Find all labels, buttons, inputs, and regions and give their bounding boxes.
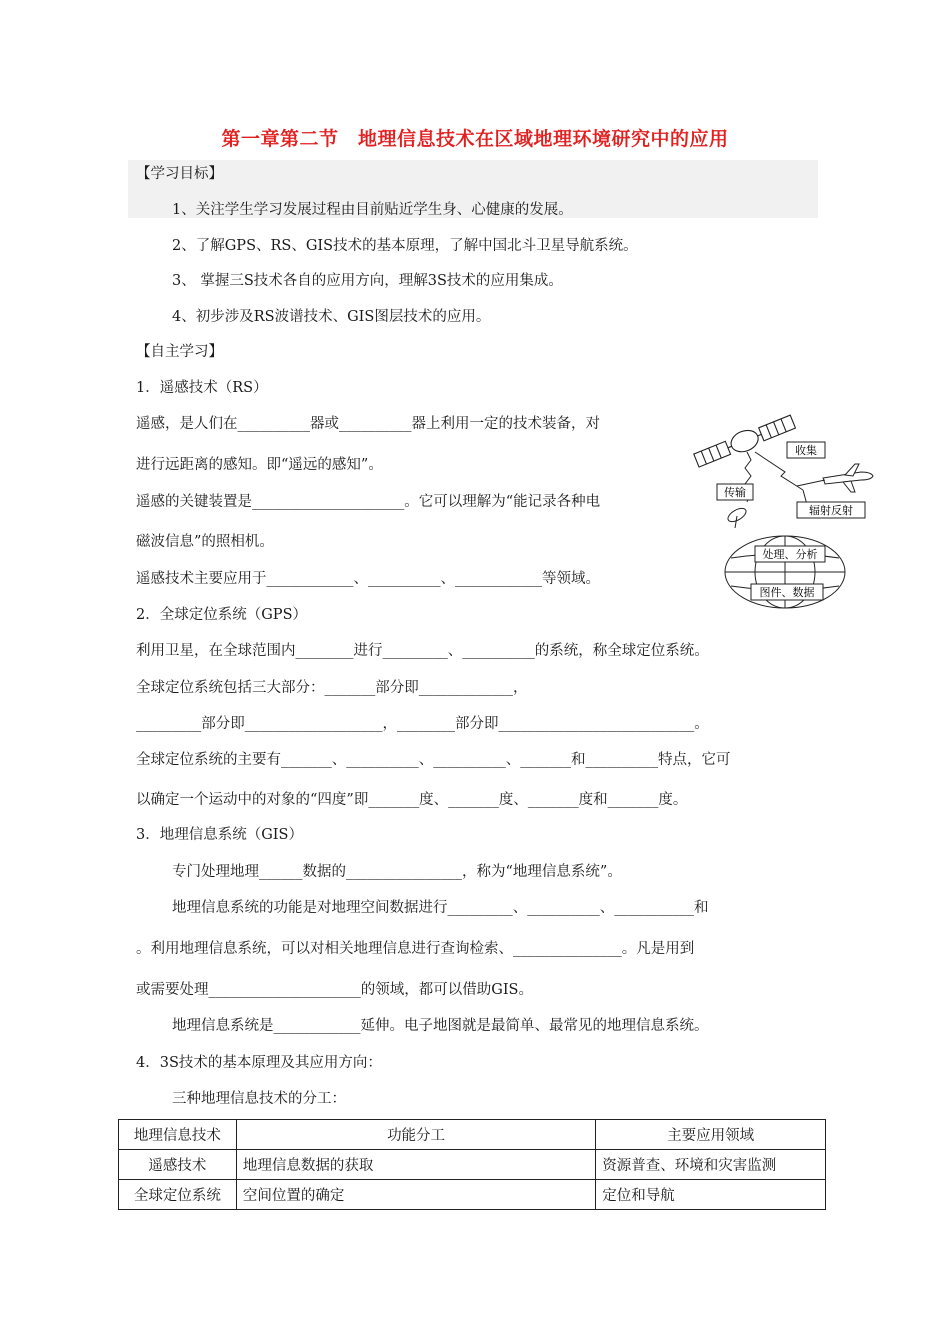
gis-line: 。利用地理信息系统，可以对相关地理信息进行查询检索、_______________。凡是用到 [136, 941, 695, 957]
gps-line: 利用卫星，在全球范围内________进行_________、__________的系统，称全球定位系统。 [136, 643, 709, 659]
3s-division-table [118, 1119, 826, 1210]
table-header-cell: 主要应用领域 [596, 1120, 826, 1150]
self-study-heading: 【自主学习】 [136, 344, 223, 360]
airplane-icon [823, 464, 873, 492]
gis-heading: 3．地理信息系统（GIS） [136, 827, 303, 843]
goal-item: 1、关注学生学习发展过程由目前贴近学生身、心健康的发展。 [172, 202, 573, 218]
table-cell: 资源普查、环境和灾害监测 [596, 1150, 826, 1180]
gis-line: 专门处理地理______数据的________________，称为“地理信息系统”。 [172, 864, 622, 880]
rs-heading: 1．遥感技术（RS） [136, 380, 268, 396]
gps-line: 全球定位系统包括三大部分：_______部分即_____________， [136, 680, 528, 696]
rs-line: 磁波信息”的照相机。 [136, 534, 274, 550]
table-header-row [119, 1120, 826, 1150]
diagram-label: 图件、数据 [759, 586, 815, 599]
satellite-icon [693, 412, 797, 470]
diagram-label: 传输 [724, 486, 746, 499]
page-title: 第一章第二节 地理信息技术在区域地理环境研究中的应用 [221, 128, 729, 150]
rs-line: 遥感技术主要应用于____________、__________、____________等领域。 [136, 571, 600, 587]
remote-sensing-diagram [685, 412, 885, 610]
gps-line: 全球定位系统的主要有_______、__________、__________、_______和__________特点，它可 [136, 752, 731, 768]
diagram-label: 收集 [795, 444, 817, 457]
table-cell: 遥感技术 [119, 1150, 237, 1180]
table-row [119, 1150, 826, 1180]
table-cell: 全球定位系统 [119, 1180, 237, 1210]
table-header-cell: 地理信息技术 [119, 1120, 237, 1150]
rs-line: 遥感，是人们在__________器或__________器上利用一定的技术装备，对 [136, 416, 600, 432]
gis-line: 地理信息系统的功能是对地理空间数据进行_________、__________、___________和 [172, 900, 709, 916]
antenna-icon [726, 506, 748, 528]
goal-item: 4、初步涉及RS波谱技术、GIS图层技术的应用。 [172, 309, 491, 325]
gis-line: 或需要处理_____________________的领域，都可以借助GIS。 [136, 982, 533, 998]
table-cell: 定位和导航 [596, 1180, 826, 1210]
3s-heading: 4．3S技术的基本原理及其应用方向： [136, 1055, 382, 1071]
table-cell: 空间位置的确定 [236, 1180, 595, 1210]
gps-line: _________部分即___________________，________部分即___________________________。 [136, 716, 709, 732]
diagram-label: 辐射反射 [809, 504, 853, 517]
goal-item: 2、了解GPS、RS、GIS技术的基本原理，了解中国北斗卫星导航系统。 [172, 238, 638, 254]
table-header-cell: 功能分工 [236, 1120, 595, 1150]
rs-line: 进行远距离的感知。即“遥远的感知”。 [136, 457, 383, 473]
gps-heading: 2．全球定位系统（GPS） [136, 607, 307, 623]
goal-item: 3、 掌握三S技术各自的应用方向，理解3S技术的应用集成。 [172, 273, 563, 289]
3s-subheading: 三种地理信息技术的分工： [172, 1091, 346, 1107]
table-cell: 地理信息数据的获取 [236, 1150, 595, 1180]
goals-heading: 【学习目标】 [136, 166, 223, 182]
gps-line: 以确定一个运动中的对象的“四度”即_______度、_______度、_______度和_______度。 [136, 792, 688, 808]
table-row [119, 1180, 826, 1210]
rs-line: 遥感的关键装置是_____________________。它可以理解为“能记录各种电 [136, 494, 601, 510]
gis-line: 地理信息系统是____________延伸。电子地图就是最简单、最常见的地理信息系统。 [172, 1018, 709, 1034]
diagram-label: 处理、分析 [762, 548, 818, 561]
